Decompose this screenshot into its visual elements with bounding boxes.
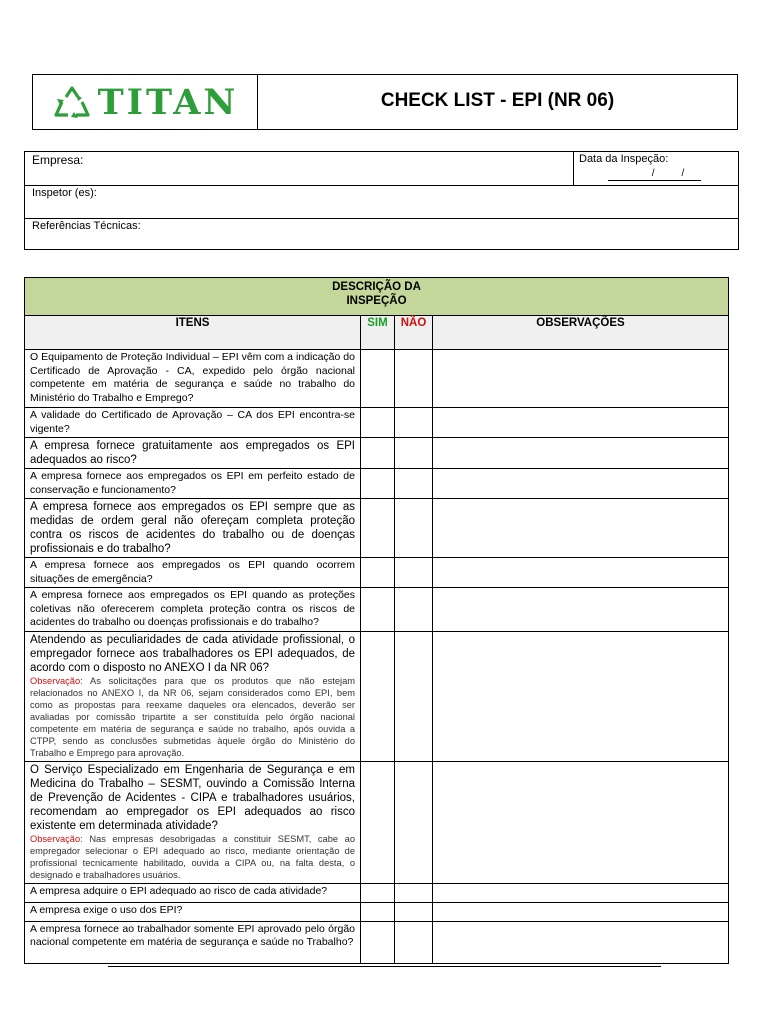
referencias-label: Referências Técnicas:	[32, 220, 141, 232]
item-cell	[25, 921, 361, 963]
item-cell	[25, 588, 361, 632]
nao-checkbox-cell[interactable]	[395, 408, 433, 438]
item-text: A empresa fornece aos empregados os EPI sempre que as medidas de ordem geral não ofereçam completa proteção contra os riscos de acidentes do trabalho ou de doenças profissionais e do trabalho?	[30, 501, 355, 555]
col-obs-header: OBSERVAÇÕES	[433, 316, 729, 350]
item-cell	[25, 408, 361, 438]
table-row	[25, 438, 729, 469]
observacoes-cell[interactable]	[433, 469, 729, 499]
data-inspecao-label: Data da Inspeção:	[579, 153, 669, 165]
observacoes-cell[interactable]	[433, 902, 729, 921]
col-sim-header: SIM	[361, 316, 395, 350]
observacoes-cell[interactable]	[433, 588, 729, 632]
table-row	[25, 350, 729, 408]
sim-checkbox-cell[interactable]	[361, 350, 395, 408]
observacoes-cell[interactable]	[433, 883, 729, 902]
date-separator: /	[681, 168, 685, 179]
page-title: CHECK LIST - EPI (NR 06)	[380, 90, 615, 111]
table-row	[25, 921, 729, 963]
item-cell	[25, 558, 361, 588]
empresa-field[interactable]	[25, 152, 573, 185]
table-row	[25, 588, 729, 632]
sim-checkbox-cell[interactable]	[361, 921, 395, 963]
item-text: A empresa fornece aos empregados os EPI quando as proteções coletivas não oferecerem completa proteção contra os riscos de acidentes do trabalho ou doenças profissionais e do trabalho?	[30, 589, 355, 628]
item-observation	[30, 833, 355, 881]
item-text: A empresa fornece gratuitamente aos empregados os EPI adequados ao risco?	[30, 440, 355, 466]
nao-checkbox-cell[interactable]	[395, 588, 433, 632]
sim-checkbox-cell[interactable]	[361, 631, 395, 761]
observation-label: Observação:	[30, 833, 83, 844]
observacoes-cell[interactable]	[433, 761, 729, 883]
item-text: A empresa fornece aos empregados os EPI quando ocorrem situações de emergência?	[30, 559, 355, 585]
item-text: A empresa exige o uso dos EPI?	[30, 903, 183, 916]
observation-label: Observação:	[30, 675, 83, 686]
date-line	[608, 168, 701, 181]
sim-checkbox-cell[interactable]	[361, 558, 395, 588]
observation-text: Nas empresas desobrigadas a constituir SESMT, cabe ao empregador selecionar o EPI adequado ao risco, mediante orientação de profissional tecnicamente habilitado, ouvida a CIPA ou, na falta desta, o designado e trabalhadores usuários.	[30, 833, 355, 880]
table-row	[25, 499, 729, 558]
date-separator: /	[651, 168, 655, 179]
observacoes-cell[interactable]	[433, 408, 729, 438]
inspetor-field[interactable]	[25, 186, 738, 219]
item-cell	[25, 499, 361, 558]
nao-checkbox-cell[interactable]	[395, 350, 433, 408]
logo-cell	[33, 75, 258, 129]
nao-checkbox-cell[interactable]	[395, 499, 433, 558]
item-cell	[25, 883, 361, 902]
item-cell	[25, 902, 361, 921]
table-row	[25, 902, 729, 921]
nao-checkbox-cell[interactable]	[395, 558, 433, 588]
table-row	[25, 631, 729, 761]
description-header	[25, 278, 729, 316]
sim-checkbox-cell[interactable]	[361, 499, 395, 558]
table-row	[25, 558, 729, 588]
sim-checkbox-cell[interactable]	[361, 588, 395, 632]
nao-checkbox-cell[interactable]	[395, 921, 433, 963]
logo-text: TITAN	[97, 81, 239, 123]
col-itens-header: ITENS	[25, 316, 361, 350]
sim-checkbox-cell[interactable]	[361, 902, 395, 921]
col-nao-header: NÃO	[395, 316, 433, 350]
nao-checkbox-cell[interactable]	[395, 469, 433, 499]
item-text: A validade do Certificado de Aprovação – CA dos EPI encontra-se vigente?	[30, 409, 355, 435]
sim-checkbox-cell[interactable]	[361, 469, 395, 499]
nao-checkbox-cell[interactable]	[395, 631, 433, 761]
item-cell	[25, 469, 361, 499]
observacoes-cell[interactable]	[433, 631, 729, 761]
referencias-field[interactable]	[25, 219, 738, 233]
item-text: A empresa adquire o EPI adequado ao risco de cada atividade?	[30, 884, 328, 897]
item-text: A empresa fornece ao trabalhador somente EPI aprovado pelo órgão nacional competente em matéria de segurança e saúde no Trabalho?	[30, 922, 355, 948]
item-observation	[30, 675, 355, 759]
item-text: O Serviço Especializado em Engenharia de Segurança e em Medicina do Trabalho – SESMT, ouvindo a Comissão Interna de Prevenção de Acidentes - CIPA e trabalhadores usuários, recomendam ao empregador os EPI adequados ao risco existente em determinada atividade?	[30, 763, 355, 832]
data-inspecao-field[interactable]	[573, 152, 738, 185]
empresa-label: Empresa:	[32, 153, 84, 167]
item-cell	[25, 438, 361, 469]
item-text: Atendendo as peculiaridades de cada atividade profissional, o empregador fornece aos trabalhadores os EPI adequados, de acordo com o disposto no ANEXO I da NR 06?	[30, 633, 355, 674]
description-title-line1: DESCRIÇÃO DA	[332, 281, 421, 293]
titan-logo	[52, 81, 239, 123]
observacoes-cell[interactable]	[433, 558, 729, 588]
table-row	[25, 408, 729, 438]
item-cell	[25, 761, 361, 883]
observation-text: As solicitações para que os produtos que não estejam relacionados no ANEXO I, da NR 06, sejam considerados como EPI, bem como as propostas para reexame daqueles ora elencados, deverão ser avaliadas por comissão tripartite a ser constituída pelo órgão nacional competente em matéria de segurança e saúde no trabalho, após ouvida a CTPP, sendo as conclusões submetidas àquele órgão do Ministério do Trabalho e Emprego para aprovação.	[30, 675, 355, 758]
info-box	[24, 151, 739, 250]
nao-checkbox-cell[interactable]	[395, 438, 433, 469]
item-cell	[25, 350, 361, 408]
observacoes-cell[interactable]	[433, 499, 729, 558]
sim-checkbox-cell[interactable]	[361, 408, 395, 438]
nao-checkbox-cell[interactable]	[395, 761, 433, 883]
sim-checkbox-cell[interactable]	[361, 438, 395, 469]
item-cell	[25, 631, 361, 761]
recycle-triangle-icon	[52, 85, 92, 119]
checklist-table	[24, 277, 729, 964]
sim-checkbox-cell[interactable]	[361, 761, 395, 883]
document-header	[32, 74, 738, 130]
observacoes-cell[interactable]	[433, 350, 729, 408]
item-text: O Equipamento de Proteção Individual – EPI vêm com a indicação do Certificado de Aprovação - CA, expedido pelo órgão nacional competente em matéria de segurança e saúde no trabalho do Ministério do Trabalho e Emprego?	[30, 351, 355, 404]
nao-checkbox-cell[interactable]	[395, 883, 433, 902]
footer-line	[108, 966, 661, 967]
item-text: A empresa fornece aos empregados os EPI em perfeito estado de conservação e funcionamento?	[30, 470, 355, 496]
table-row	[25, 761, 729, 883]
sim-checkbox-cell[interactable]	[361, 883, 395, 902]
observacoes-cell[interactable]	[433, 921, 729, 963]
nao-checkbox-cell[interactable]	[395, 902, 433, 921]
inspetor-label: Inspetor (es):	[32, 187, 97, 199]
table-row	[25, 469, 729, 499]
description-title-line2: INSPEÇÃO	[346, 295, 407, 307]
table-row	[25, 883, 729, 902]
observacoes-cell[interactable]	[433, 438, 729, 469]
